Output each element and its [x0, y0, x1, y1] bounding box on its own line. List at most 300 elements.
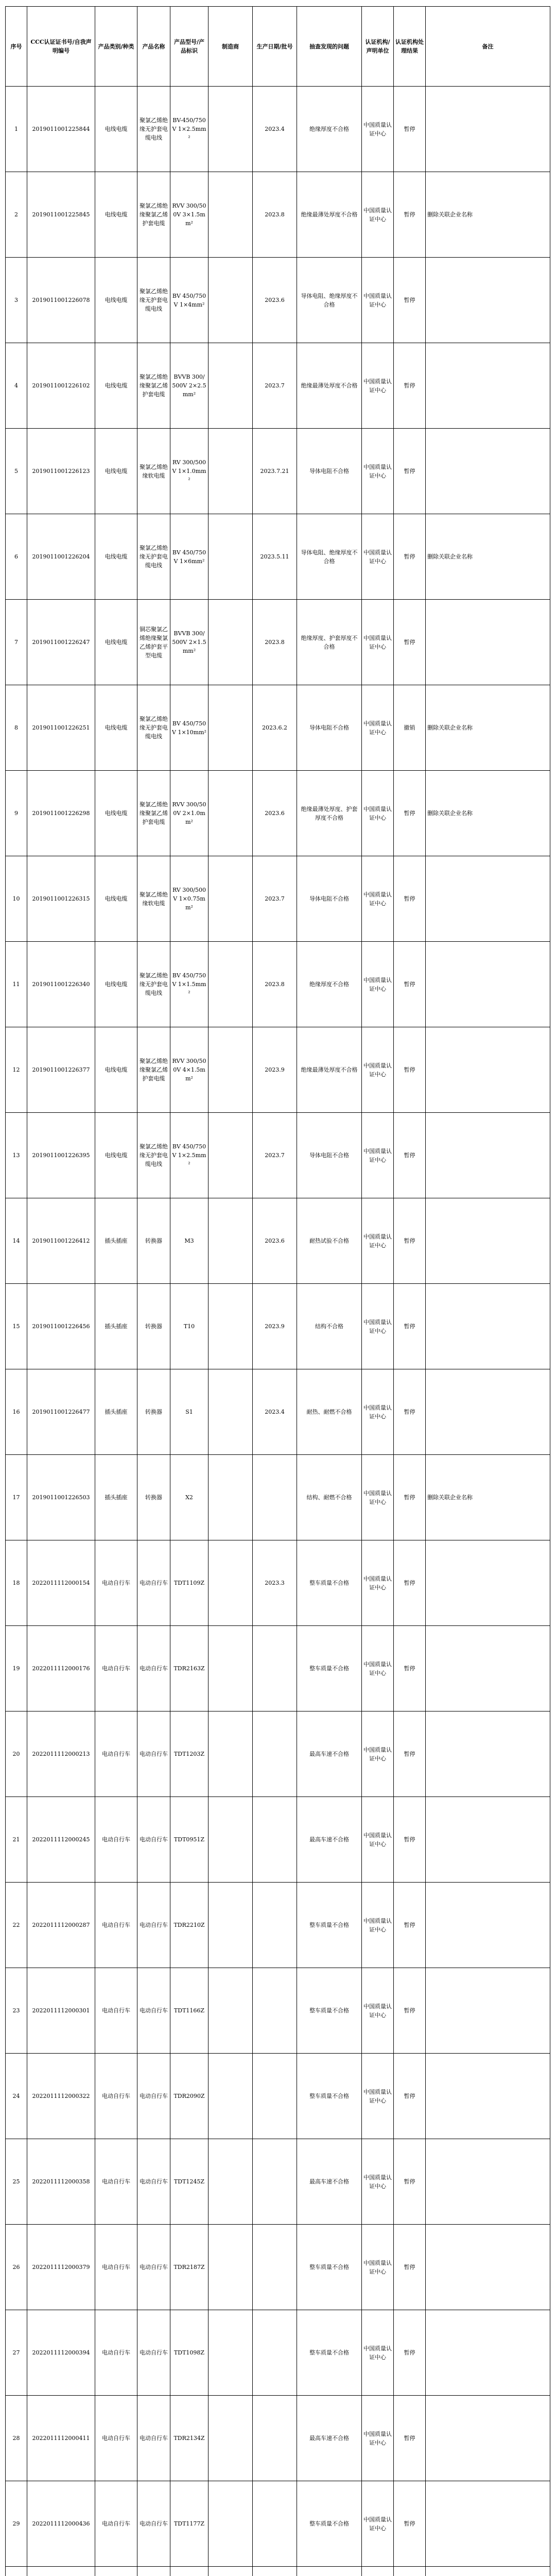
- cell-category: 电线电缆: [95, 1027, 137, 1113]
- cell-result: 暂停: [394, 1711, 426, 1797]
- cell-model: BV 450/750V 1×4mm²: [170, 258, 208, 343]
- cell-product-name: 聚氯乙烯绝缘聚氯乙烯护套电缆: [137, 172, 170, 258]
- cell-model: M3: [170, 1198, 208, 1284]
- cell-certificate-no: 2019011001226251: [27, 685, 95, 771]
- cell-category: 电动自行车: [95, 1883, 137, 1968]
- cell-product-name: 转换器: [137, 1369, 170, 1455]
- cell-cert-body: 中国质量认证中心: [362, 2139, 394, 2225]
- cell-result: 暂停: [394, 258, 426, 343]
- cell-certificate-no: 2019011001225845: [27, 172, 95, 258]
- cell-index: 22: [6, 1883, 27, 1968]
- cell-manufacturer: [208, 172, 253, 258]
- cell-result: 暂停: [394, 771, 426, 856]
- cell-category: 电线电缆: [95, 343, 137, 429]
- table-row: [6, 856, 550, 942]
- cell-problem: 最高车速不合格: [297, 2396, 362, 2481]
- cell-product-name: 电动自行车: [137, 1968, 170, 2054]
- cell-index: 7: [6, 600, 27, 685]
- cell-category: 电动自行车: [95, 2310, 137, 2396]
- cell-manufacturer: [208, 2225, 253, 2310]
- cell-remark: [426, 1626, 550, 1711]
- cell-manufacturer: [208, 942, 253, 1027]
- cell-production-date: [253, 1883, 297, 1968]
- cell-product-name: 转换器: [137, 1198, 170, 1284]
- cell-problem: 绝缘厚度不合格: [297, 942, 362, 1027]
- cell-model: TDT1109Z: [170, 1540, 208, 1626]
- cell-index: 8: [6, 685, 27, 771]
- cell-product-name: 电动自行车: [137, 2225, 170, 2310]
- cell-index: 24: [6, 2054, 27, 2139]
- cell-index: 25: [6, 2139, 27, 2225]
- cell-index: 11: [6, 942, 27, 1027]
- cell-product-name: 聚氯乙烯绝缘无护套电缆电线: [137, 942, 170, 1027]
- cell-model: RVV 300/500V 3×1.5mm²: [170, 172, 208, 258]
- cell-remark: 删除关联企业名称: [426, 771, 550, 856]
- cell-category: 电动自行车: [95, 2396, 137, 2481]
- cell-result: 暂停: [394, 856, 426, 942]
- cell-category: 电动自行车: [95, 2139, 137, 2225]
- cell-problem: 整车质量不合格: [297, 2310, 362, 2396]
- cell-production-date: 2023.4: [253, 1369, 297, 1455]
- cell-category: 电线电缆: [95, 771, 137, 856]
- cell-model: RV 300/500V 1×1.0mm²: [170, 429, 208, 514]
- cell-product-name: 电动自行车: [137, 2054, 170, 2139]
- cell-category: 电线电缆: [95, 685, 137, 771]
- cell-cert-body: 中国质量认证中心: [362, 1883, 394, 1968]
- cell-remark: [426, 1968, 550, 2054]
- cell-production-date: 2023.7.21: [253, 429, 297, 514]
- cell-cert-body: 中国质量认证中心: [362, 1797, 394, 1883]
- cell-certificate-no: 2022011112000322: [27, 2054, 95, 2139]
- cell-index: 9: [6, 771, 27, 856]
- cell-remark: [426, 2225, 550, 2310]
- cell-certificate-no: 2022011112000287: [27, 1883, 95, 1968]
- cell-category: 电动自行车: [95, 2225, 137, 2310]
- cell-production-date: 2023.6.2: [253, 685, 297, 771]
- cell-category: 电线电缆: [95, 942, 137, 1027]
- cell-cert-body: 中国质量认证中心: [362, 1626, 394, 1711]
- cell-category: 电线电缆: [95, 172, 137, 258]
- cell-remark: 删除关联企业名称: [426, 514, 550, 600]
- table-row: [6, 172, 550, 258]
- cell-remark: [426, 2139, 550, 2225]
- cell-category: 电动自行车: [95, 1797, 137, 1883]
- cell-production-date: [253, 1455, 297, 1540]
- cell-production-date: 2023.7: [253, 856, 297, 942]
- cell-result: 暂停: [394, 87, 426, 172]
- cell-index: 29: [6, 2481, 27, 2567]
- cell-model: BV 450/750V 1×2.5mm²: [170, 1113, 208, 1198]
- cell-production-date: [253, 2481, 297, 2567]
- cell-result: 撤销: [394, 685, 426, 771]
- cell-production-date: 2023.9: [253, 1284, 297, 1369]
- cell-certificate-no: 2022011112000358: [27, 2139, 95, 2225]
- cell-problem: 绝缘最薄处厚度不合格: [297, 1027, 362, 1113]
- cell-result: 暂停: [394, 429, 426, 514]
- cell-production-date: 2023.6: [253, 771, 297, 856]
- table-row: [6, 1626, 550, 1711]
- cell-certificate-no: 2022011112000436: [27, 2481, 95, 2567]
- cell-model: TDT1245Z: [170, 2139, 208, 2225]
- cell-model: BV 450/750V 1×10mm²: [170, 685, 208, 771]
- cell-model: RV 300/500V 1×0.75mm²: [170, 856, 208, 942]
- cell-cert-body: 中国质量认证中心: [362, 1455, 394, 1540]
- table-row: [6, 2054, 550, 2139]
- cell-remark: [426, 1797, 550, 1883]
- cell-manufacturer: [208, 1626, 253, 1711]
- table-row: [6, 2310, 550, 2396]
- cell-certificate-no: 2019011001226247: [27, 600, 95, 685]
- cell-remark: [426, 343, 550, 429]
- header-manufacturer: 制造商: [208, 7, 253, 87]
- cell-model: TDR2163Z: [170, 1626, 208, 1711]
- cell-product-name: 转换器: [137, 1284, 170, 1369]
- table-row: [6, 1113, 550, 1198]
- cell-remark: [426, 2481, 550, 2567]
- cell-category: 电线电缆: [95, 856, 137, 942]
- cell-cert-body: 中国质量认证中心: [362, 2481, 394, 2567]
- cell-remark: 删除关联企业名称: [426, 685, 550, 771]
- cell-index: 15: [6, 1284, 27, 1369]
- cell-cert-body: 中国质量认证中心: [362, 2310, 394, 2396]
- cell-result: 暂停: [394, 1455, 426, 1540]
- table-row: [6, 429, 550, 514]
- cell-category: 电线电缆: [95, 258, 137, 343]
- cell-model: [170, 2567, 208, 2576]
- cell-category: 电动自行车: [95, 1540, 137, 1626]
- cell-model: TDT1166Z: [170, 1968, 208, 2054]
- cell-product-name: 转换器: [137, 1455, 170, 1540]
- cell-certificate-no: 2019011001226503: [27, 1455, 95, 1540]
- cell-index: 2: [6, 172, 27, 258]
- table-row: [6, 1027, 550, 1113]
- cell-certificate-no: 2022011112000154: [27, 1540, 95, 1626]
- table-row: [6, 1198, 550, 1284]
- cell-remark: [426, 2310, 550, 2396]
- cell-certificate-no: 2022011112000245: [27, 1797, 95, 1883]
- cell-index: 28: [6, 2396, 27, 2481]
- cell-problem: 整车质量不合格: [297, 2054, 362, 2139]
- cell-remark: [426, 1113, 550, 1198]
- cell-model: BV-450/750V 1×2.5mm²: [170, 87, 208, 172]
- cell-problem: 最高车速不合格: [297, 1797, 362, 1883]
- table-row: [6, 1968, 550, 2054]
- cell-cert-body: 中国质量认证中心: [362, 87, 394, 172]
- cell-category: 电动自行车: [95, 2054, 137, 2139]
- cell-cert-body: 中国质量认证中心: [362, 1369, 394, 1455]
- table-row: [6, 942, 550, 1027]
- cell-certificate-no: 2019011001226298: [27, 771, 95, 856]
- header-row: [6, 7, 550, 87]
- cell-certificate-no: 2019011001226078: [27, 258, 95, 343]
- cell-result: 暂停: [394, 1626, 426, 1711]
- cell-remark: [426, 942, 550, 1027]
- cell-problem: 结构、耐燃不合格: [297, 1455, 362, 1540]
- cell-remark: [426, 1540, 550, 1626]
- cell-cert-body: 中国质量认证中心: [362, 2396, 394, 2481]
- cell-problem: 整车质量不合格: [297, 1626, 362, 1711]
- table-row: [6, 1883, 550, 1968]
- cell-problem: 绝缘最薄处厚度、护套厚度不合格: [297, 771, 362, 856]
- table-row: [6, 771, 550, 856]
- cell-certificate-no: 2019011001225844: [27, 87, 95, 172]
- cell-result: 暂停: [394, 2139, 426, 2225]
- cell-production-date: 2023.7: [253, 343, 297, 429]
- cell-problem: 绝缘最薄处厚度不合格: [297, 172, 362, 258]
- cell-production-date: [253, 1626, 297, 1711]
- cell-cert-body: [362, 2567, 394, 2576]
- cell-certificate-no: 2019011001226204: [27, 514, 95, 600]
- cell-remark: [426, 1711, 550, 1797]
- cell-cert-body: 中国质量认证中心: [362, 942, 394, 1027]
- cell-result: 暂停: [394, 2054, 426, 2139]
- cell-problem: [297, 2567, 362, 2576]
- cell-model: T10: [170, 1284, 208, 1369]
- cell-certificate-no: [27, 2567, 95, 2576]
- cell-product-name: 聚氯乙烯绝缘无护套电缆电线: [137, 685, 170, 771]
- cell-manufacturer: [208, 2567, 253, 2576]
- cell-problem: 结构不合格: [297, 1284, 362, 1369]
- table-row: [6, 2567, 550, 2576]
- cell-production-date: 2023.4: [253, 87, 297, 172]
- cell-manufacturer: [208, 343, 253, 429]
- cell-problem: 导体电阻不合格: [297, 429, 362, 514]
- cell-manufacturer: [208, 2139, 253, 2225]
- cell-index: 13: [6, 1113, 27, 1198]
- cell-result: 暂停: [394, 2396, 426, 2481]
- cell-problem: 整车质量不合格: [297, 2481, 362, 2567]
- header-certificate-no: CCC认证证书号/自我声明编号: [27, 7, 95, 87]
- cell-problem: 整车质量不合格: [297, 1540, 362, 1626]
- cell-category: 插头插座: [95, 1369, 137, 1455]
- cell-model: RVV 300/500V 4×1.5mm²: [170, 1027, 208, 1113]
- cell-problem: 导体电阻不合格: [297, 685, 362, 771]
- cell-product-name: 铜芯聚氯乙烯绝缘聚氯乙烯护套平型电缆: [137, 600, 170, 685]
- cell-category: 电线电缆: [95, 87, 137, 172]
- cell-certificate-no: 2022011112000379: [27, 2225, 95, 2310]
- cell-product-name: 电动自行车: [137, 2139, 170, 2225]
- cell-result: 暂停: [394, 2310, 426, 2396]
- cell-production-date: 2023.8: [253, 942, 297, 1027]
- cell-manufacturer: [208, 2396, 253, 2481]
- header-remark: 备注: [426, 7, 550, 87]
- cell-remark: [426, 1883, 550, 1968]
- cell-cert-body: 中国质量认证中心: [362, 685, 394, 771]
- table-row: [6, 343, 550, 429]
- header-production-date: 生产日期/批号: [253, 7, 297, 87]
- cell-product-name: 电动自行车: [137, 1711, 170, 1797]
- cell-index: 14: [6, 1198, 27, 1284]
- cell-manufacturer: [208, 514, 253, 600]
- cell-manufacturer: [208, 856, 253, 942]
- certificate-table: [5, 6, 550, 2576]
- cell-problem: 最高车速不合格: [297, 1711, 362, 1797]
- cell-index: 23: [6, 1968, 27, 2054]
- cell-remark: 删除关联企业名称: [426, 172, 550, 258]
- cell-production-date: 2023.6: [253, 258, 297, 343]
- cell-category: 插头插座: [95, 1284, 137, 1369]
- header-index: 序号: [6, 7, 27, 87]
- table-row: [6, 600, 550, 685]
- table-row: [6, 1540, 550, 1626]
- cell-manufacturer: [208, 2054, 253, 2139]
- cell-index: 18: [6, 1540, 27, 1626]
- cell-result: 暂停: [394, 1198, 426, 1284]
- cell-cert-body: 中国质量认证中心: [362, 1113, 394, 1198]
- cell-index: 6: [6, 514, 27, 600]
- cell-model: TDR2090Z: [170, 2054, 208, 2139]
- cell-index: 1: [6, 87, 27, 172]
- table-row: [6, 87, 550, 172]
- cell-category: 电动自行车: [95, 2481, 137, 2567]
- cell-product-name: 电动自行车: [137, 2396, 170, 2481]
- cell-model: X2: [170, 1455, 208, 1540]
- cell-result: 暂停: [394, 172, 426, 258]
- cell-manufacturer: [208, 1797, 253, 1883]
- cell-certificate-no: 2019011001226102: [27, 343, 95, 429]
- cell-problem: 导体电阻、绝缘厚度不合格: [297, 514, 362, 600]
- cell-production-date: [253, 2567, 297, 2576]
- cell-remark: [426, 2396, 550, 2481]
- cell-model: BVVB 300/500V 2×2.5mm²: [170, 343, 208, 429]
- cell-product-name: 聚氯乙烯绝缘聚氯乙烯护套电缆: [137, 1027, 170, 1113]
- table-body: [6, 87, 550, 2576]
- cell-index: 21: [6, 1797, 27, 1883]
- cell-index: 10: [6, 856, 27, 942]
- cell-product-name: 聚氯乙烯绝缘聚氯乙烯护套电缆: [137, 771, 170, 856]
- table-row: [6, 514, 550, 600]
- cell-model: TDT0951Z: [170, 1797, 208, 1883]
- cell-problem: 整车质量不合格: [297, 1883, 362, 1968]
- cell-model: BV 450/750V 1×1.5mm²: [170, 942, 208, 1027]
- cell-manufacturer: [208, 1711, 253, 1797]
- cell-remark: [426, 1369, 550, 1455]
- cell-model: BV 450/750V 1×6mm²: [170, 514, 208, 600]
- cell-cert-body: 中国质量认证中心: [362, 1198, 394, 1284]
- cell-remark: [426, 87, 550, 172]
- cell-category: 插头插座: [95, 1455, 137, 1540]
- cell-model: TDT1098Z: [170, 2310, 208, 2396]
- cell-production-date: [253, 2139, 297, 2225]
- cell-problem: 导体电阻、绝缘厚度不合格: [297, 258, 362, 343]
- cell-manufacturer: [208, 771, 253, 856]
- cell-manufacturer: [208, 1198, 253, 1284]
- cell-production-date: 2023.3: [253, 1540, 297, 1626]
- cell-certificate-no: 2019011001226395: [27, 1113, 95, 1198]
- cell-certificate-no: 2022011112000176: [27, 1626, 95, 1711]
- cell-remark: [426, 1027, 550, 1113]
- header-result: 认证机构处理结果: [394, 7, 426, 87]
- cell-production-date: 2023.5.11: [253, 514, 297, 600]
- cell-problem: 导体电阻不合格: [297, 856, 362, 942]
- table-row: [6, 258, 550, 343]
- cell-manufacturer: [208, 1369, 253, 1455]
- cell-cert-body: 中国质量认证中心: [362, 600, 394, 685]
- cell-certificate-no: 2019011001226412: [27, 1198, 95, 1284]
- cell-manufacturer: [208, 2481, 253, 2567]
- cell-index: 20: [6, 1711, 27, 1797]
- cell-product-name: 电动自行车: [137, 1626, 170, 1711]
- cell-product-name: 电动自行车: [137, 2310, 170, 2396]
- cell-result: 暂停: [394, 2481, 426, 2567]
- cell-product-name: 电动自行车: [137, 2481, 170, 2567]
- table-row: [6, 1284, 550, 1369]
- cell-remark: [426, 429, 550, 514]
- cell-certificate-no: 2019011001226123: [27, 429, 95, 514]
- cell-remark: [426, 600, 550, 685]
- cell-cert-body: 中国质量认证中心: [362, 258, 394, 343]
- cell-manufacturer: [208, 1113, 253, 1198]
- cell-result: 暂停: [394, 1968, 426, 2054]
- cell-production-date: [253, 2310, 297, 2396]
- cell-category: 电线电缆: [95, 1113, 137, 1198]
- cell-category: 电线电缆: [95, 600, 137, 685]
- cell-certificate-no: 2019011001226477: [27, 1369, 95, 1455]
- cell-cert-body: 中国质量认证中心: [362, 172, 394, 258]
- table-row: [6, 2139, 550, 2225]
- cell-model: TDR2210Z: [170, 1883, 208, 1968]
- cell-index: 5: [6, 429, 27, 514]
- table-row: [6, 1711, 550, 1797]
- cell-result: 暂停: [394, 1797, 426, 1883]
- cell-certificate-no: 2019011001226315: [27, 856, 95, 942]
- cell-remark: [426, 856, 550, 942]
- cell-cert-body: 中国质量认证中心: [362, 514, 394, 600]
- cell-product-name: 聚氯乙烯绝缘软电缆: [137, 429, 170, 514]
- cell-problem: 绝缘厚度不合格: [297, 87, 362, 172]
- cell-result: 暂停: [394, 1027, 426, 1113]
- cell-index: 16: [6, 1369, 27, 1455]
- cell-result: 暂停: [394, 514, 426, 600]
- cell-product-name: 聚氯乙烯绝缘无护套电缆电线: [137, 514, 170, 600]
- cell-index: 3: [6, 258, 27, 343]
- cell-product-name: 聚氯乙烯绝缘软电缆: [137, 856, 170, 942]
- cell-cert-body: 中国质量认证中心: [362, 1968, 394, 2054]
- cell-model: RVV 300/500V 2×1.0mm²: [170, 771, 208, 856]
- cell-certificate-no: 2022011112000411: [27, 2396, 95, 2481]
- cell-manufacturer: [208, 1540, 253, 1626]
- cell-production-date: 2023.6: [253, 1198, 297, 1284]
- cell-category: [95, 2567, 137, 2576]
- cell-production-date: [253, 1797, 297, 1883]
- cell-category: 插头插座: [95, 1198, 137, 1284]
- cell-remark: [426, 2567, 550, 2576]
- cell-category: 电线电缆: [95, 514, 137, 600]
- cell-product-name: 聚氯乙烯绝缘无护套电缆电线: [137, 258, 170, 343]
- cell-certificate-no: 2019011001226377: [27, 1027, 95, 1113]
- cell-category: 电线电缆: [95, 429, 137, 514]
- cell-cert-body: 中国质量认证中心: [362, 2054, 394, 2139]
- cell-cert-body: 中国质量认证中心: [362, 429, 394, 514]
- cell-cert-body: 中国质量认证中心: [362, 1027, 394, 1113]
- cell-problem: 整车质量不合格: [297, 1968, 362, 2054]
- cell-product-name: 聚氯乙烯绝缘无护套电缆电线: [137, 87, 170, 172]
- cell-problem: 绝缘厚度、护套厚度不合格: [297, 600, 362, 685]
- cell-manufacturer: [208, 1284, 253, 1369]
- cell-manufacturer: [208, 600, 253, 685]
- cell-production-date: 2023.8: [253, 172, 297, 258]
- cell-result: 暂停: [394, 1284, 426, 1369]
- cell-production-date: 2023.8: [253, 600, 297, 685]
- cell-manufacturer: [208, 1027, 253, 1113]
- cell-problem: 整车质量不合格: [297, 2225, 362, 2310]
- cell-production-date: [253, 1968, 297, 2054]
- cell-manufacturer: [208, 1968, 253, 2054]
- cell-cert-body: 中国质量认证中心: [362, 2225, 394, 2310]
- cell-manufacturer: [208, 685, 253, 771]
- table-row: [6, 2481, 550, 2567]
- cell-cert-body: 中国质量认证中心: [362, 343, 394, 429]
